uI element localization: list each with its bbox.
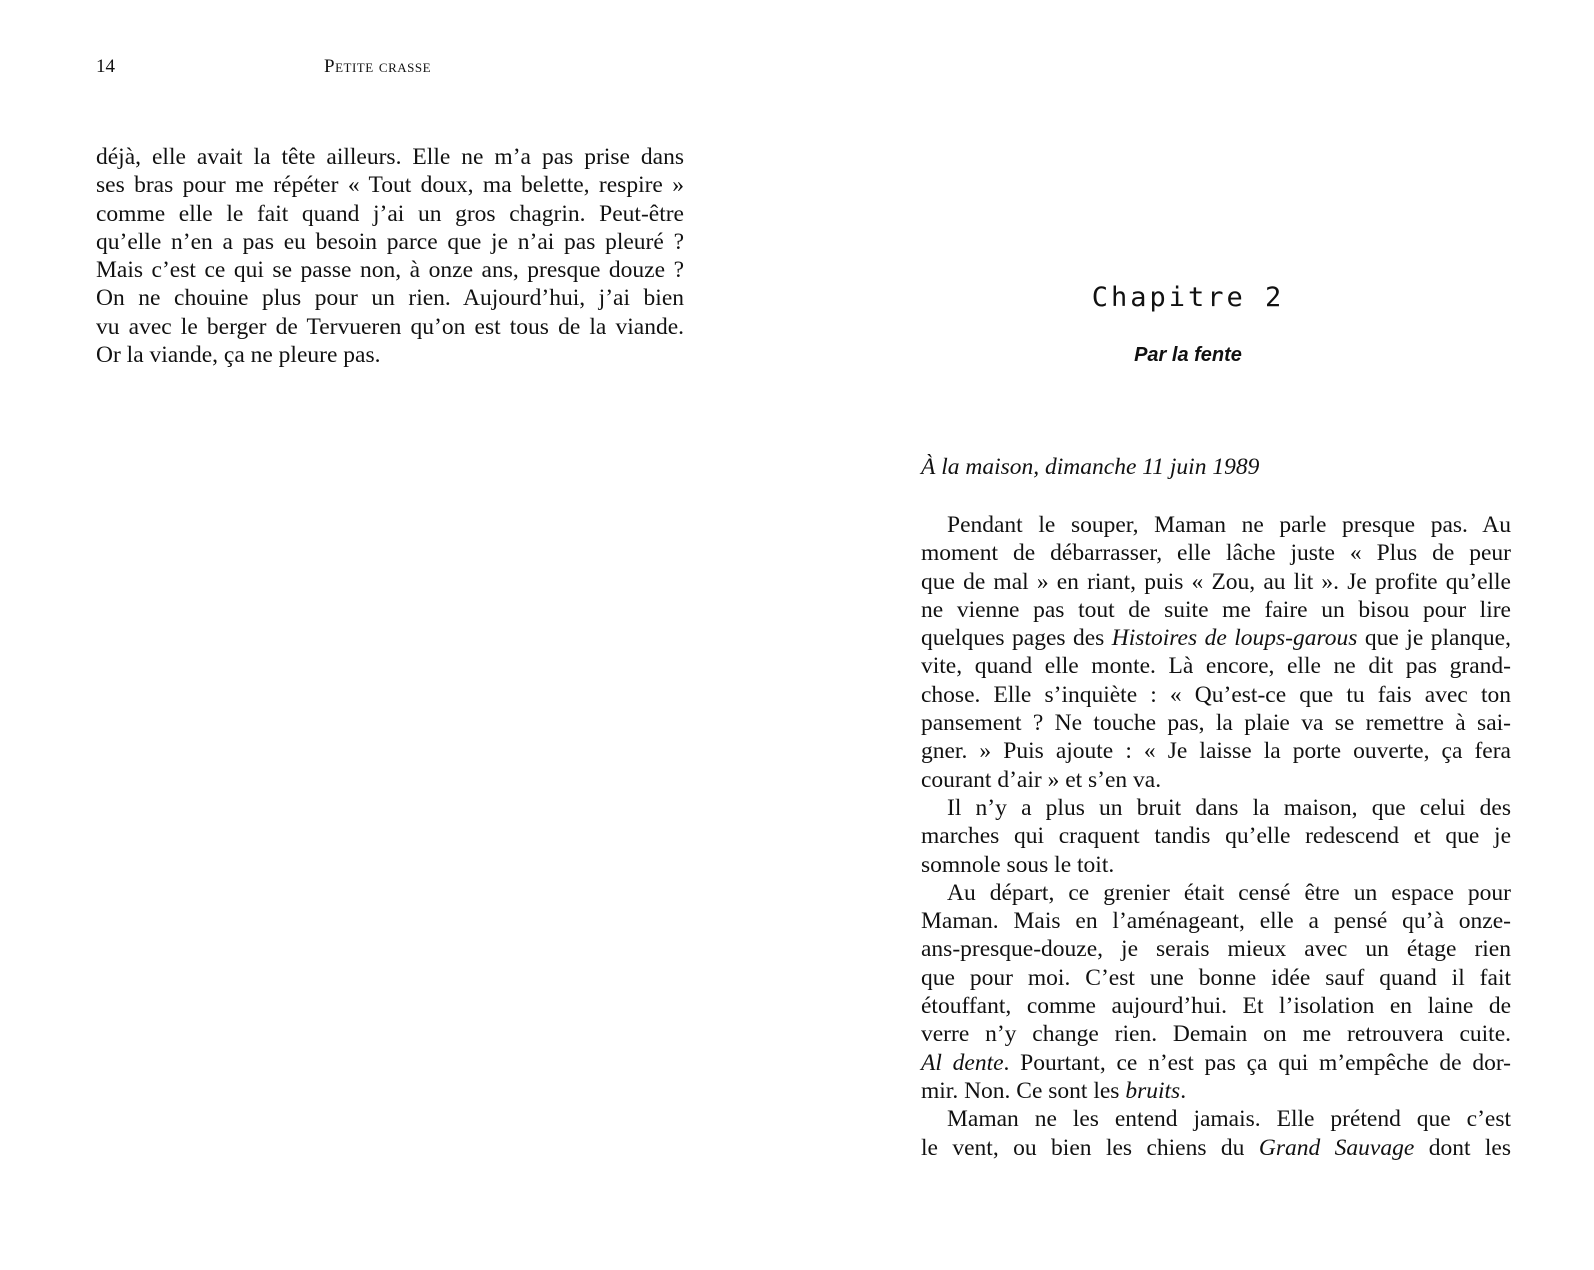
text-line <box>921 596 1511 624</box>
text-segment: Il n’y a plus un bruit dans la maison, que celui des <box>947 794 1511 821</box>
text-segment: que de mal » en riant, puis « Zou, au lit ». Je profite qu’elle <box>921 568 1511 595</box>
text-line <box>921 907 1511 935</box>
text-line: Or la viande, ça ne pleure pas. <box>96 342 381 369</box>
chapter-title: Chapitre 2 <box>1091 282 1285 313</box>
left-page-text <box>96 143 684 369</box>
text-segment: . Pourtant, ce n’est pas ça qui m’empêche de dor- <box>1003 1049 1512 1076</box>
text-line <box>921 1077 1511 1105</box>
text-line: On ne chouine plus pour un rien. Aujourd’hui, j’ai bien <box>96 285 684 312</box>
text-line <box>921 992 1511 1020</box>
chapter-dateline: À la maison, dimanche 11 juin 1989 <box>921 454 1260 480</box>
text-line <box>921 879 1511 907</box>
text-segment: que je planque, <box>1357 625 1511 652</box>
text-line: ses bras pour me répéter « Tout doux, ma belette, respire » <box>96 172 684 199</box>
text-line <box>921 964 1511 992</box>
running-title: Petite crasse <box>324 56 432 77</box>
text-line <box>921 851 1511 879</box>
text-segment: vite, quand elle monte. Là encore, elle ne dit pas grand- <box>921 653 1511 680</box>
text-line <box>921 539 1511 567</box>
text-line <box>921 794 1511 822</box>
chapter-subtitle: Par la fente <box>1134 344 1242 366</box>
text-line: déjà, elle avait la tête ailleurs. Elle ne m’a pas prise dans <box>96 144 684 170</box>
text-line <box>921 766 1511 794</box>
text-segment: . <box>1180 1077 1187 1104</box>
text-segment: Au départ, ce grenier était censé être un espace pour <box>947 879 1511 906</box>
text-segment: étouffant, comme aujourd’hui. Et l’isolation en laine de <box>921 993 1511 1020</box>
right-page-text <box>921 511 1511 1162</box>
text-segment: que pour moi. C’est une bonne idée sauf quand il fait <box>921 964 1511 991</box>
page-number: 14 <box>96 56 115 77</box>
italic-place-name: Grand Sauvage <box>1258 1134 1415 1161</box>
italic-phrase: Al dente <box>921 1049 1004 1076</box>
text-line <box>921 624 1511 652</box>
text-segment: verre n’y change rien. Demain on me retrouvera cuite. <box>921 1021 1511 1048</box>
text-segment: Maman. Mais en l’aménageant, elle a pensé qu’à onze- <box>921 908 1511 935</box>
text-segment: marches qui craquent tandis qu’elle redescend et que je <box>921 823 1511 850</box>
text-line <box>921 737 1511 765</box>
text-line <box>921 709 1511 737</box>
text-line <box>921 822 1511 850</box>
text-segment: moment de débarrasser, elle lâche juste « Plus de peur <box>921 540 1511 567</box>
text-segment: Maman ne les entend jamais. Elle prétend que c’est <box>947 1106 1511 1133</box>
book-title-italic: Histoires de loups-garous <box>1111 625 1358 652</box>
text-line <box>921 681 1511 709</box>
text-segment: quelques pages des <box>921 625 1112 652</box>
text-segment: le vent, ou bien les chiens du <box>921 1134 1259 1161</box>
text-line: comme elle le fait quand j’ai un gros chagrin. Peut-être <box>96 200 684 227</box>
italic-word: bruits <box>1125 1077 1181 1104</box>
text-line <box>921 511 1511 539</box>
text-segment: Pendant le souper, Maman ne parle presque pas. Au <box>947 512 1511 538</box>
text-segment: mir. Non. Ce sont les <box>921 1077 1126 1104</box>
text-line: qu’elle n’en a pas eu besoin parce que je n’ai pas pleuré ? <box>96 228 684 255</box>
text-segment: pansement ? Ne touche pas, la plaie va se remettre à sai- <box>921 710 1511 737</box>
text-line <box>921 568 1511 596</box>
text-line <box>921 1049 1511 1077</box>
text-line <box>921 1105 1511 1133</box>
text-line <box>921 652 1511 680</box>
text-line <box>921 1020 1511 1048</box>
text-line: Mais c’est ce qui se passe non, à onze ans, presque douze ? <box>96 257 684 284</box>
text-segment: gner. » Puis ajoute : « Je laisse la porte ouverte, ça fera <box>921 738 1511 765</box>
text-segment: somnole sous le toit. <box>921 851 1115 878</box>
text-line: vu avec le berger de Tervueren qu’on est tous de la viande. <box>96 313 684 340</box>
text-segment: courant d’air » et s’en va. <box>921 766 1162 793</box>
text-segment: dont les <box>1414 1134 1511 1161</box>
text-segment: ans-presque-douze, je serais mieux avec un étage rien <box>921 936 1511 963</box>
text-segment: ne vienne pas tout de suite me faire un bisou pour lire <box>921 596 1511 623</box>
text-segment: chose. Elle s’inquiète : « Qu’est-ce que tu fais avec ton <box>921 681 1511 708</box>
text-line <box>921 1134 1511 1162</box>
text-line <box>921 935 1511 963</box>
